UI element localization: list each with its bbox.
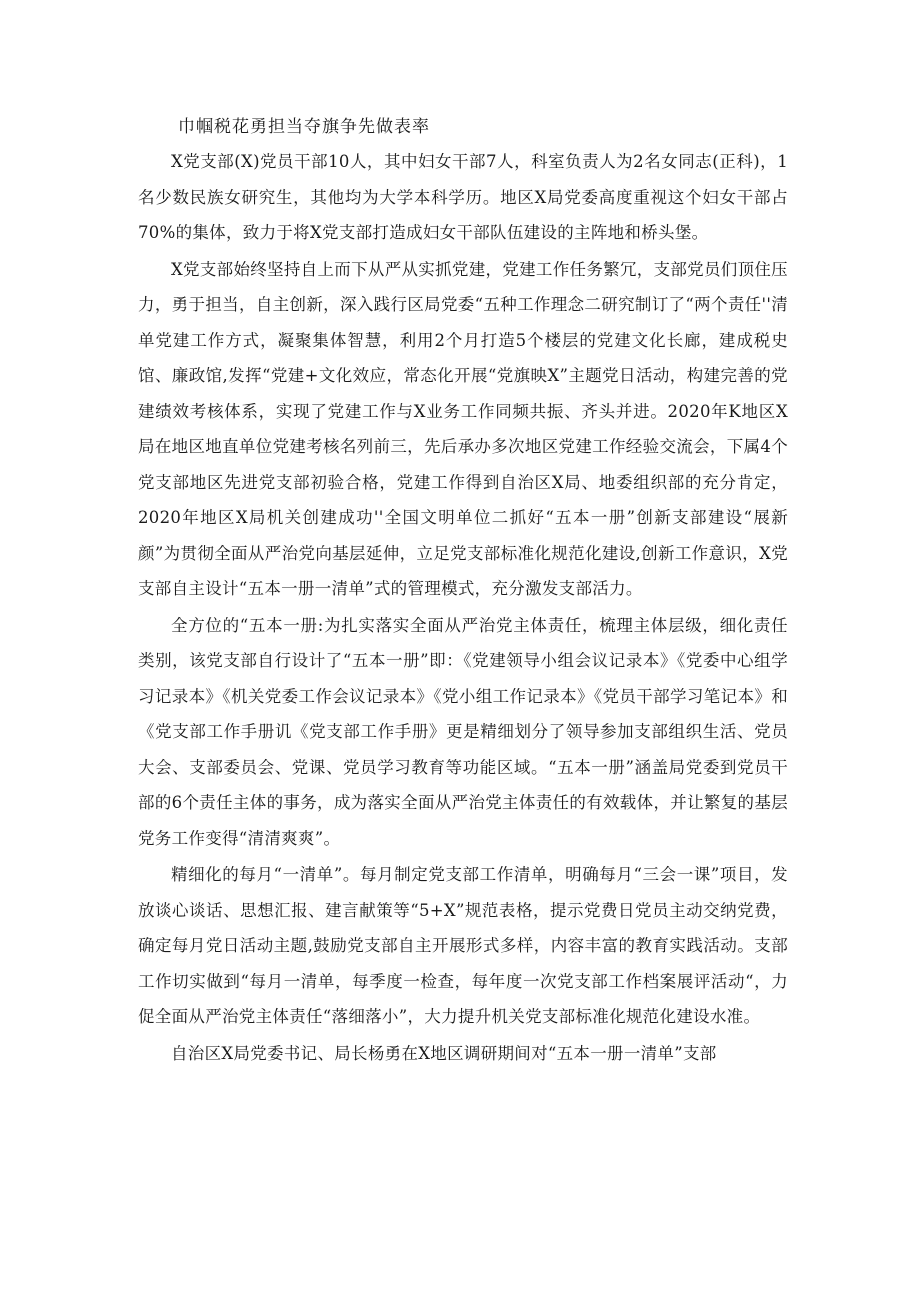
paragraph-4: 精细化的每月“一清单”。每月制定党支部工作清单，明确每月“三会一课”项目，发放谈心谈话、思想汇报、建言献策等“5+X”规范表格，提示党费日党员主动交纳党费，确定每月党日活动主题,鼓励党支部自主开展形式多样，内容丰富的教育实践活动。支部工作切实做到“每月一清单，每季度一检查，每年度一次党支部工作档案展评活动“，力促全面从严治党主体责任“落细落小”，大力提升机关党支部标准化规范化建设水准。: [138, 865, 788, 1026]
paragraph-1: X党支部(X)党员干部10人，其中妇女干部7人，科室负责人为2名女同志(正科)，1名少数民族女研究生，其他均为大学本科学历。地区X局党委高度重视这个妇女干部占70%的集体，致力于将X党支部打造成妇女干部队伍建设的主阵地和桥头堡。: [138, 152, 788, 242]
paragraph-3: 全方位的“五本一册:为扎实落实全面从严治党主体责任，梳理主体层级，细化责任类别，该党支部自行设计了“五本一册”即：《党建领导小组会议记录本》《党委中心组学习记录本》《机关党委工作会议记录本》《党小组工作记录本》《党员干部学习笔记本》和《党支部工作手册讥《党支部工作手册》更是精细划分了领导参加支部组织生活、党员大会、支部委员会、党课、党员学习教育等功能区域。“五本一册”涵盖局党委到党员干部的6个责任主体的事务，成为落实全面从严治党主体责任的有效载体，并让繁复的基层党务工作变得“清清爽爽”。: [138, 615, 788, 848]
document-title: 巾帼税花勇担当夺旗争先做表率: [178, 117, 430, 137]
paragraph-5: 自治区X局党委书记、局长杨勇在X地区调研期间对“五本一册一清单”支部: [171, 1043, 717, 1063]
paragraph-2: X党支部始终坚持自上而下从严从实抓党建，党建工作任务繁冗，支部党员们顶住压力，勇于担当，自主创新，深入践行区局党委“五种工作理念二研究制订了“两个责任''清单党建工作方式，凝聚集体智慧，利用2个月打造5个楼层的党建文化长廊，建成税史馆、廉政馆,发挥“党建+文化效应，常态化开展“党旗映X”主题党日活动，构建完善的党建绩效考核体系，实现了党建工作与X业务工作同频共振、齐头并进。2020年K地区X局在地区地直单位党建考核名列前三，先后承办多次地区党建工作经验交流会，下属4个党支部地区先进党支部初验合格，党建工作得到自治区X局、地委组织部的充分肯定，2020年地区X局机关创建成功''全国文明单位二抓好“五本一册”创新支部建设“展新颜”为贯彻全面从严治党向基层延伸，立足党支部标准化规范化建设,创新工作意识，X党支部自主设计“五本一册一清单”式的管理模式，充分激发支部活力。: [138, 259, 788, 598]
document-page: [138, 112, 788, 1072]
